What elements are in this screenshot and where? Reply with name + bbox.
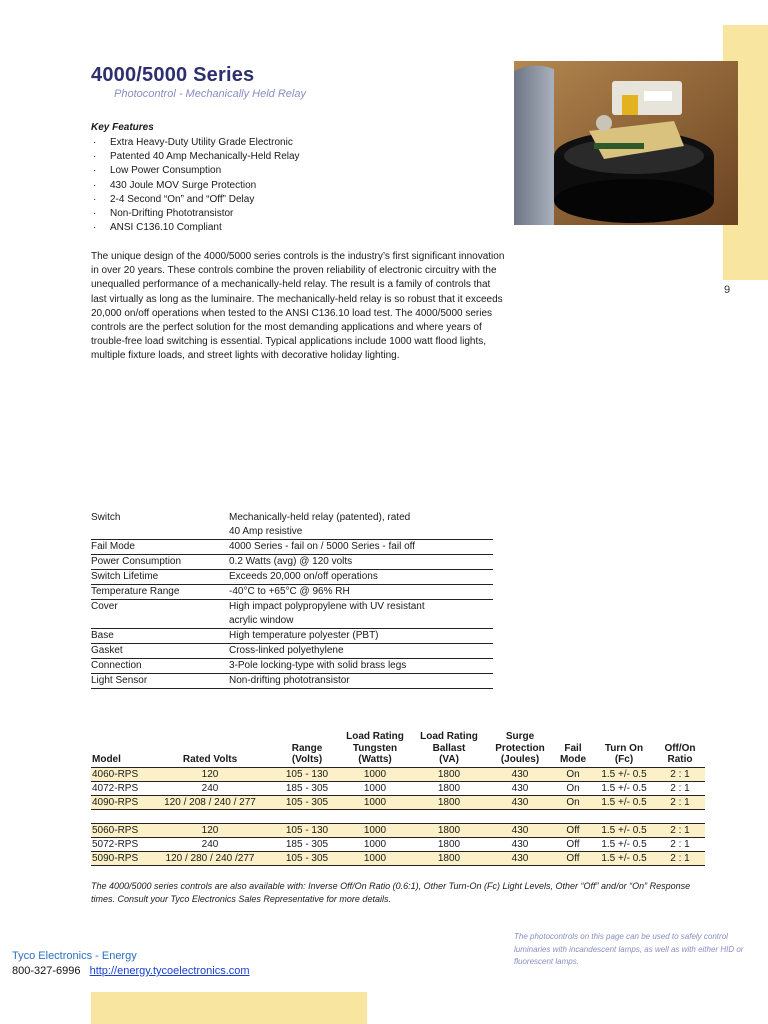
table-cell: 430 (487, 781, 553, 795)
header-line: Ratio (667, 754, 693, 765)
header-line: Protection (495, 742, 545, 754)
table-row (91, 585, 493, 600)
column-header (553, 731, 593, 767)
table-header-row (91, 731, 705, 767)
spec-value-line: 40 Amp resistive (229, 526, 303, 537)
table-cell: 120 / 208 / 240 / 277 (145, 795, 275, 809)
spec-value (229, 511, 493, 540)
spec-value-line: High impact polypropylene with UV resistant (229, 601, 425, 612)
header-line: (Fc) (614, 754, 634, 765)
table-cell: 120 / 280 / 240 /277 (145, 851, 275, 865)
table-row (91, 795, 705, 809)
table-row (91, 837, 705, 851)
header-line: Off/On (664, 742, 696, 754)
product-photo (514, 61, 738, 225)
spec-value (229, 600, 493, 629)
spec-label: Switch (91, 512, 121, 523)
side-note: The photocontrols on this page can be used to safely control luminaries with incandescent lamps, as well as with either HID or fluorescent lamps. (514, 932, 744, 966)
column-header (593, 731, 655, 767)
spec-label: Cover (91, 601, 118, 612)
header-line: Mode (559, 754, 587, 765)
spec-label: Base (91, 630, 114, 641)
spec-label: Temperature Range (91, 586, 180, 597)
list-item: · Low Power Consumption (91, 164, 300, 178)
table-cell: 1000 (339, 837, 411, 851)
table-cell: 1800 (411, 851, 487, 865)
table-cell: 2 : 1 (655, 795, 705, 809)
header-line: Model (92, 754, 121, 765)
column-header (339, 731, 411, 767)
table-cell: 105 - 130 (275, 823, 339, 837)
table-cell: 1800 (411, 795, 487, 809)
table-row (91, 674, 493, 689)
table-cell: 240 (145, 837, 275, 851)
table-cell: On (553, 781, 593, 795)
spec-value: Exceeds 20,000 on/off operations (229, 571, 378, 582)
table-cell: 1800 (411, 823, 487, 837)
column-header (275, 731, 339, 767)
header-line: Surge (505, 731, 535, 742)
spec-value: High temperature polyester (PBT) (229, 630, 379, 641)
table-cell: 120 (145, 767, 275, 781)
column-header (487, 731, 553, 767)
spec-label: Fail Mode (91, 541, 135, 552)
phone-number: 800-327-6996 (12, 965, 81, 977)
availability-note: The 4000/5000 series controls are also available with: Inverse Off/On Ratio (0.6:1), Other Turn-On (Fc) Light Levels, Other “Off” and/or “On” Response times. Consult your Tyco Electronics Sales Representative for more details. (91, 881, 691, 904)
table-cell: 4072-RPS (91, 781, 145, 795)
table-spacer-row (91, 809, 705, 823)
table-row (91, 629, 493, 644)
spec-label: Gasket (91, 645, 123, 656)
brand-name: Tyco Electronics - Energy (12, 950, 137, 962)
header-line: Ballast (432, 742, 466, 754)
table-cell: 105 - 305 (275, 851, 339, 865)
header-line: (Volts) (291, 754, 323, 765)
table-row (91, 540, 493, 555)
table-cell: 240 (145, 781, 275, 795)
table-row (91, 555, 493, 570)
table-cell: 1800 (411, 767, 487, 781)
table-row (91, 823, 705, 837)
page-title: 4000/5000 Series (91, 64, 255, 86)
specifications-table (91, 511, 493, 689)
table-cell: 120 (145, 823, 275, 837)
table-cell: 1000 (339, 781, 411, 795)
table-cell: 430 (487, 851, 553, 865)
header-line: Load Rating (346, 731, 404, 742)
table-cell: 5072-RPS (91, 837, 145, 851)
header-line: (Watts) (358, 754, 392, 765)
table-cell: Off (553, 851, 593, 865)
spec-value: 4000 Series - fail on / 5000 Series - fail off (229, 541, 416, 552)
header-line: Tungsten (352, 742, 398, 754)
spec-label: Light Sensor (91, 675, 148, 686)
table-cell: 430 (487, 795, 553, 809)
spec-label: Connection (91, 660, 142, 671)
list-item: · 2-4 Second “On” and “Off” Delay (91, 193, 300, 207)
spacer-cell (91, 809, 705, 823)
table-cell: 2 : 1 (655, 851, 705, 865)
table-row (91, 570, 493, 585)
spec-value: Non-drifting phototransistor (229, 675, 350, 686)
table-cell: 1.5 +/- 0.5 (593, 795, 655, 809)
table-cell: 1.5 +/- 0.5 (593, 767, 655, 781)
header-line: Turn On (604, 742, 644, 754)
header-line: (VA) (439, 754, 459, 765)
list-item: · 430 Joule MOV Surge Protection (91, 179, 300, 193)
table-cell: 2 : 1 (655, 837, 705, 851)
page-number: 9 (724, 284, 731, 296)
spec-value: -40°C to +65°C @ 96% RH (229, 586, 350, 597)
header-line: Load Rating (420, 731, 478, 742)
table-cell: 2 : 1 (655, 781, 705, 795)
table-cell: 4060-RPS (91, 767, 145, 781)
column-header (411, 731, 487, 767)
list-item: · ANSI C136.10 Compliant (91, 221, 300, 235)
table-cell: 1.5 +/- 0.5 (593, 837, 655, 851)
spec-value-line: acrylic window (229, 615, 294, 626)
table-row (91, 600, 493, 629)
table-cell: 5060-RPS (91, 823, 145, 837)
table-cell: 2 : 1 (655, 767, 705, 781)
table-cell: 1800 (411, 781, 487, 795)
header-line: Fail (564, 742, 582, 754)
table-cell: On (553, 767, 593, 781)
spec-label: Power Consumption (91, 556, 182, 567)
table-row (91, 851, 705, 865)
website-link[interactable]: http://energy.tycoelectronics.com (89, 965, 250, 977)
table-cell: 1000 (339, 823, 411, 837)
photocontrol-image (514, 61, 738, 225)
table-row (91, 781, 705, 795)
table-cell: 1800 (411, 837, 487, 851)
table-cell: 1000 (339, 767, 411, 781)
table-cell: Off (553, 823, 593, 837)
list-item: · Extra Heavy-Duty Utility Grade Electronic (91, 136, 300, 150)
yellow-footer-bar (91, 992, 367, 1024)
table-cell: 5090-RPS (91, 851, 145, 865)
table-cell: 4090-RPS (91, 795, 145, 809)
table-cell: 185 - 305 (275, 837, 339, 851)
table-row (91, 767, 705, 781)
table-cell: 430 (487, 823, 553, 837)
table-cell: Off (553, 837, 593, 851)
key-features-list (91, 136, 300, 235)
list-item: · Non-Drifting Phototransistor (91, 207, 300, 221)
list-item: · Patented 40 Amp Mechanically-Held Relay (91, 150, 300, 164)
spec-value: 0.2 Watts (avg) @ 120 volts (229, 556, 353, 567)
table-row (91, 659, 493, 674)
table-cell: 105 - 130 (275, 767, 339, 781)
spec-label: Switch Lifetime (91, 571, 159, 582)
page-subtitle: Photocontrol - Mechanically Held Relay (114, 88, 306, 100)
models-table (91, 731, 705, 866)
table-cell: 185 - 305 (275, 781, 339, 795)
table-cell: 105 - 305 (275, 795, 339, 809)
spec-value: 3-Pole locking-type with solid brass legs (229, 660, 407, 671)
table-cell: 1.5 +/- 0.5 (593, 851, 655, 865)
table-cell: 2 : 1 (655, 823, 705, 837)
header-line: (Joules) (500, 754, 540, 765)
column-header (145, 731, 275, 767)
table-cell: 1000 (339, 795, 411, 809)
table-cell: On (553, 795, 593, 809)
header-line: Rated Volts (182, 754, 238, 765)
table-row (91, 511, 493, 540)
table-row (91, 644, 493, 659)
table-cell: 1.5 +/- 0.5 (593, 823, 655, 837)
table-cell: 430 (487, 767, 553, 781)
column-header (91, 731, 145, 767)
description-paragraph: The unique design of the 4000/5000 series controls is the industry’s first significant innovation in over 20 years. These controls combine the proven reliability of electronic circuitry with the unequalled performance of a mechanically-held relay. The result is a family of controls that last virtually as long as the luminaire. The mechanically-held relay is so robust that it exceeds 20,000 on/off operations when tested to the ANSI C136.10 load test. The 4000/5000 series controls are the perfect solution for the most demanding applications and where years of trouble-free load switching is essential. Typical applications include 1000 watt flood lights, multiple fixture loads, and street lights with decorative holiday lighting. (91, 251, 505, 362)
contact-line (12, 965, 250, 977)
spec-value: Cross-linked polyethylene (229, 645, 344, 656)
table-cell: 430 (487, 837, 553, 851)
table-cell: 1.5 +/- 0.5 (593, 781, 655, 795)
column-header (655, 731, 705, 767)
header-line: Range (291, 742, 323, 754)
key-features-title: Key Features (91, 122, 154, 133)
spec-value-line: Mechanically-held relay (patented), rated (229, 512, 411, 523)
table-cell: 1000 (339, 851, 411, 865)
